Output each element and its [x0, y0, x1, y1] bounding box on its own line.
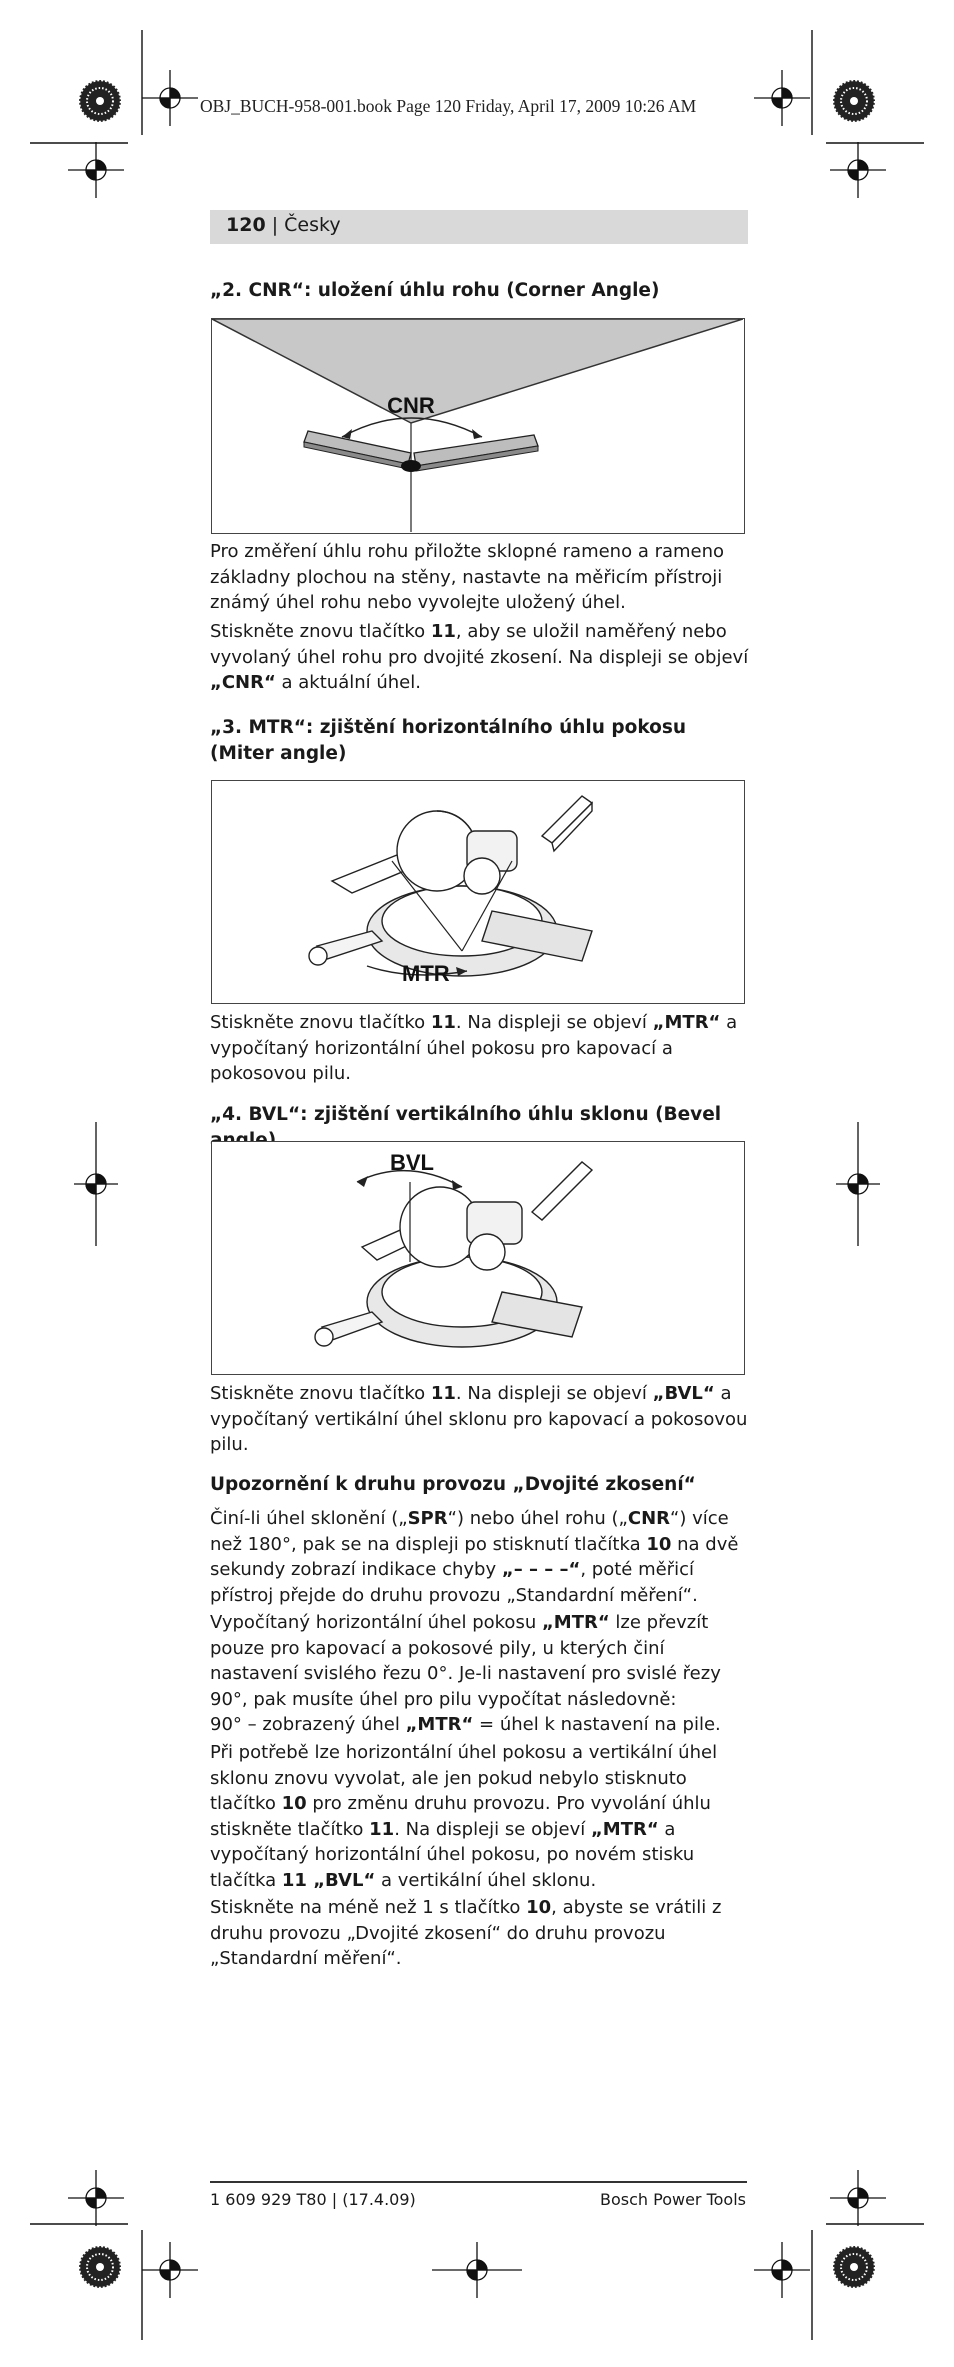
text-run: “) více než 180°, pak se na displeji po stisknutí tlačítka: [210, 1508, 729, 1555]
cnr-paragraph-1: Pro změření úhlu rohu přiložte sklopné rameno a rameno základny plochou na stěny, nastavte na měřicím přístroji známý úhel rohu nebo vyvolejte uložený úhel.: [210, 541, 725, 613]
bevel-saw-illustration: [212, 1142, 743, 1373]
text-run: . Na displeji se objeví: [455, 1383, 653, 1404]
text-run: “) nebo úhel rohu („: [447, 1508, 628, 1529]
text-run: pro změnu druhu provozu. Pro vyvolání úhlu stiskněte tlačítko: [210, 1793, 711, 1840]
text-run: Stiskněte znovu tlačítko: [210, 1383, 431, 1404]
page-header: [226, 214, 341, 236]
display-code: CNR: [627, 1508, 670, 1529]
mtr-heading-line1: „3. MTR“: zjištění horizontálního úhlu pokosu: [210, 717, 687, 738]
text-run: Při potřebě lze horizontální úhel pokosu a vertikální úhel sklonu znovu vyvolat, ale jen pokud nebylo stisknuto tlačítko: [210, 1742, 718, 1814]
display-code: „MTR“: [541, 1612, 610, 1633]
mtr-heading: [210, 715, 750, 767]
notes-paragraph-3: [210, 1740, 750, 1893]
corner-angle-illustration: [212, 319, 743, 532]
text-run: Stiskněte znovu tlačítko: [210, 621, 431, 642]
display-code: „MTR“: [405, 1714, 474, 1735]
footer-brand: Bosch Power Tools: [600, 2190, 746, 2209]
cnr-figure-label: CNR: [387, 393, 435, 418]
button-ref: 11: [430, 1383, 456, 1404]
file-info-slug: OBJ_BUCH-958-001.book Page 120 Friday, April 17, 2009 10:26 AM: [200, 96, 697, 116]
text-run: a vypočítaný vertikální úhel sklonu pro kapovací a pokosovou pilu.: [210, 1383, 748, 1455]
text-run: , abyste se vrátili z druhu provozu „Dvojité zkosení“ do druhu provozu „Standardní měření“.: [210, 1897, 722, 1969]
page-number: 120: [226, 214, 266, 236]
display-code: „MTR“: [590, 1818, 659, 1840]
text-run: . Na displeji se objeví: [394, 1818, 591, 1840]
text-run: Vypočítaný horizontální úhel pokosu: [210, 1612, 542, 1633]
button-ref: 11: [369, 1818, 395, 1840]
mtr-figure: [211, 780, 745, 1004]
button-ref: 10: [281, 1793, 307, 1814]
notes-heading: Upozornění k druhu provozu „Dvojité zkosení“: [210, 1474, 696, 1495]
display-code: „CNR“: [210, 672, 276, 693]
button-ref: 10: [526, 1897, 552, 1918]
mtr-heading-line2: (Miter angle): [210, 743, 347, 764]
bvl-figure-label: BVL: [390, 1150, 434, 1175]
text-run: a aktuální úhel.: [275, 672, 421, 693]
notes-paragraph-4: [210, 1895, 750, 1972]
cnr-heading: „2. CNR“: uložení úhlu rohu (Corner Angle): [210, 280, 660, 301]
error-indicator: „– – – –“: [501, 1559, 581, 1580]
text-run: Stiskněte na méně než 1 s tlačítko: [210, 1897, 527, 1918]
text-run: a vypočítaný horizontální úhel pokosu pro kapovací a pokosovou pilu.: [210, 1012, 738, 1084]
text-run: 90° – zobrazený úhel: [210, 1714, 406, 1735]
notes-paragraph-2: [210, 1610, 750, 1738]
mtr-paragraph: [210, 1010, 750, 1087]
text-run: . Na displeji se objeví: [455, 1012, 653, 1033]
cnr-paragraph-2: [210, 619, 750, 696]
button-ref: 10: [646, 1533, 672, 1555]
header-separator: |: [265, 214, 285, 236]
text-run: a vypočítaný horizontální úhel pokosu, po novém stisku tlačítka: [210, 1818, 695, 1891]
display-code: „BVL“: [652, 1383, 715, 1404]
text-run: Stiskněte znovu tlačítko: [210, 1012, 431, 1033]
text-run: , poté měřicí přístroj přejde do druhu provozu „Standardní měření“.: [210, 1559, 698, 1606]
text-run: Činí-li úhel sklonění („: [210, 1508, 408, 1529]
header-language: Česky: [284, 214, 341, 236]
text-run: , aby se uložil naměřený nebo vyvolaný úhel rohu pro dvojité zkosení. Na displeji se objeví: [210, 621, 749, 668]
bvl-figure: [211, 1141, 745, 1375]
footer-doc-number: 1 609 929 T80 | (17.4.09): [210, 2190, 416, 2209]
text-run: = úhel k nastavení na pile.: [473, 1714, 721, 1735]
text-run: a vertikální úhel sklonu.: [375, 1869, 597, 1891]
cnr-figure: [211, 318, 745, 534]
text-run: na dvě sekundy zobrazí indikace chyby: [210, 1533, 739, 1580]
display-code: SPR: [407, 1508, 448, 1529]
miter-saw-illustration: [212, 781, 743, 1002]
button-ref: 11: [430, 621, 456, 642]
display-code: „MTR“: [652, 1012, 721, 1033]
mtr-figure-label: MTR: [402, 961, 450, 986]
text-run: lze převzít pouze pro kapovací a pokosové pily, u kterých činí nastavení svislého řezu 0°. Je-li nastavení pro svislé řezy 90°, pak musíte úhel pro pilu vypočítat následovně:: [210, 1612, 721, 1710]
display-code: 11 „BVL“: [281, 1869, 376, 1891]
notes-paragraph-1: [210, 1506, 750, 1608]
bvl-paragraph: [210, 1381, 750, 1458]
footer-rule: [210, 2181, 747, 2183]
button-ref: 11: [430, 1012, 456, 1033]
bvl-heading: „4. BVL“: zjištění vertikálního úhlu sklonu (Bevel: [210, 1104, 722, 1125]
